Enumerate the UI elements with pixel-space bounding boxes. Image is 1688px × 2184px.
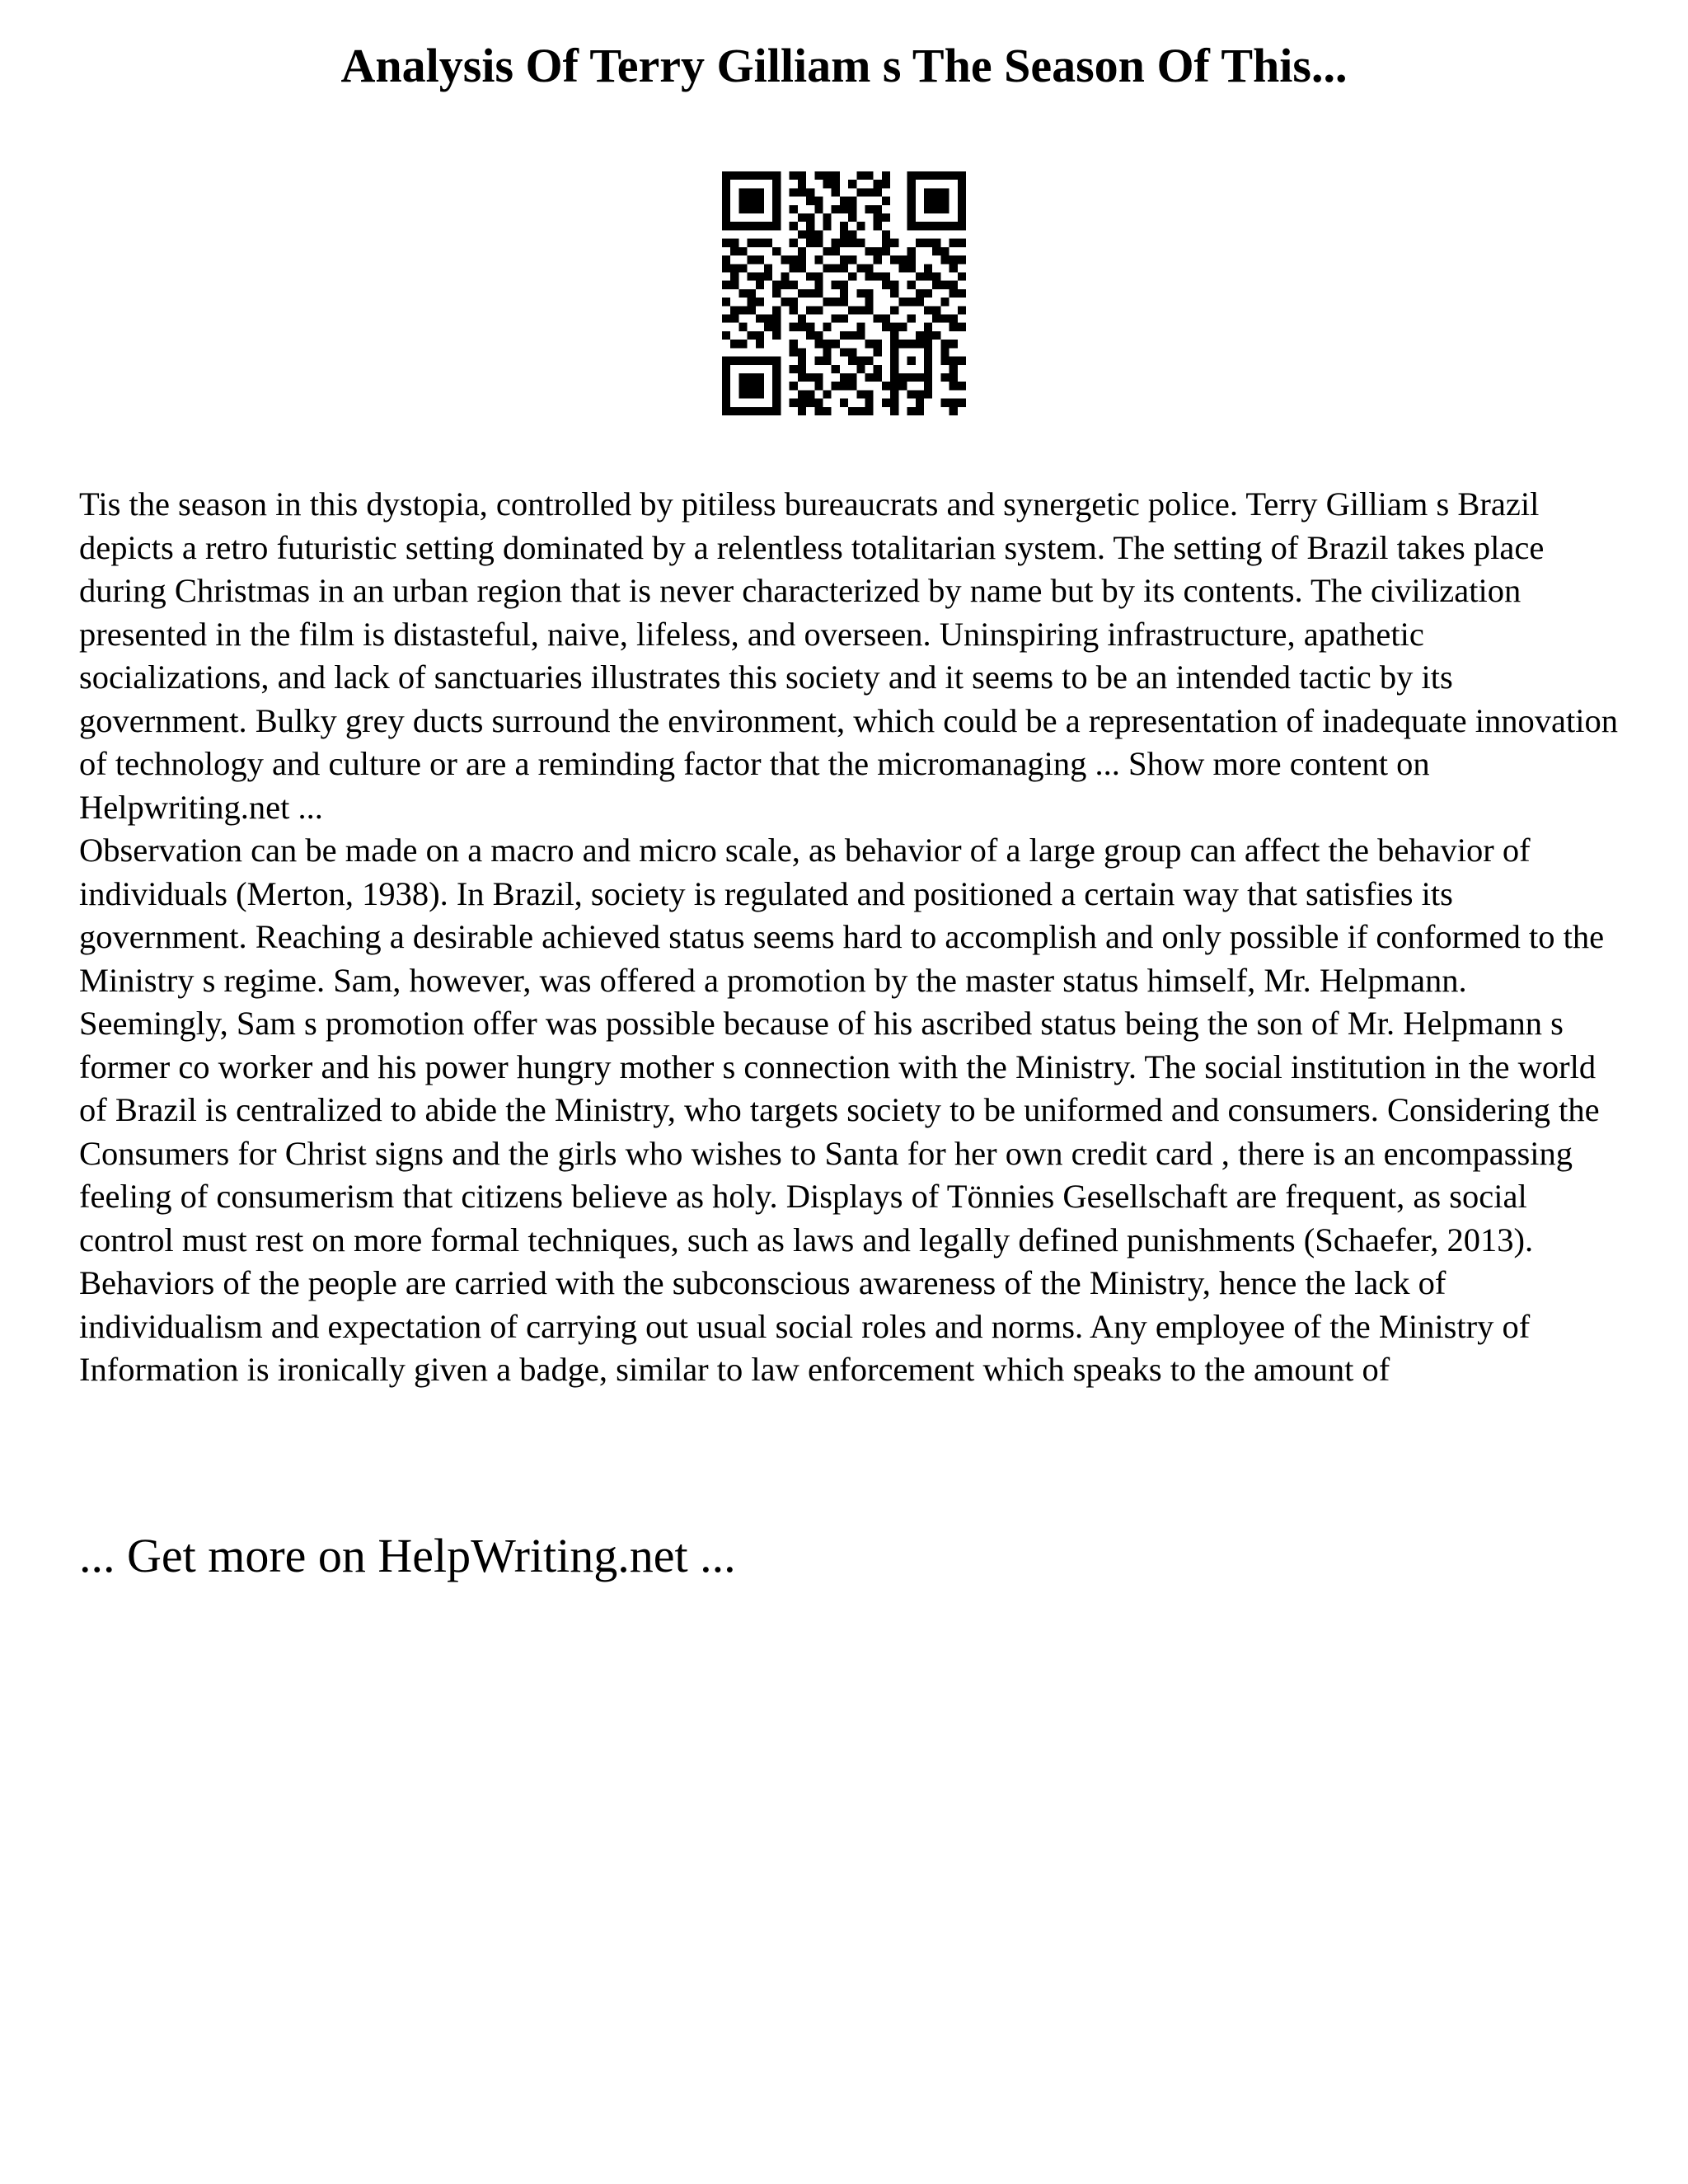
article-body <box>79 483 1620 1392</box>
qr-code-icon <box>722 171 966 415</box>
page-title: Analysis Of Terry Gilliam s The Season Of This... <box>340 39 1348 92</box>
article-paragraph-1: Tis the season in this dystopia, controlled by pitiless bureaucrats and synergetic police. Terry Gilliam s Brazil depicts a retro futuristic setting dominated by a relentless totalitarian system. The setting of Brazil takes place during Christmas in an urban region that is never characterized by name but by its contents. The civilization presented in the film is distasteful, naive, lifeless, and overseen. Uninspiring infrastructure, apathetic socializations, and lack of sanctuaries illustrates this society and it seems to be an intended tactic by its government. Bulky grey ducts surround the environment, which could be a representation of inadequate innovation of technology and culture or are a reminding factor that the micromanaging ... Show more content on Helpwriting.net ... <box>79 485 1618 826</box>
qr-code-graphic <box>722 171 966 415</box>
article-paragraph-2: Observation can be made on a macro and micro scale, as behavior of a large group can affect the behavior of individuals (Merton, 1938). In Brazil, society is regulated and positioned a certain way that satisfies its government. Reaching a desirable achieved status seems hard to accomplish and only possible if conformed to the Ministry s regime. Sam, however, was offered a promotion by the master status himself, Mr. Helpmann. Seemingly, Sam s promotion offer was possible because of his ascribed status being the son of Mr. Helpmann s former co worker and his power hungry mother s connection with the Ministry. The social institution in the world of Brazil is centralized to abide the Ministry, who targets society to be uniformed and consumers. Considering the Consumers for Christ signs and the girls who wishes to Santa for her own credit card , there is an encompassing feeling of consumerism that citizens believe as holy. Displays of Tönnies Gesellschaft are frequent, as social control must rest on more formal techniques, such as laws and legally defined punishments (Schaefer, 2013). Behaviors of the people are carried with the subconscious awareness of the Ministry, hence the lack of individualism and expectation of carrying out usual social roles and norms. Any employee of the Ministry of Information is ironically given a badge, similar to law enforcement which speaks to the amount of <box>79 832 1605 1388</box>
get-more-link[interactable]: ... Get more on HelpWriting.net ... <box>79 1529 736 1582</box>
